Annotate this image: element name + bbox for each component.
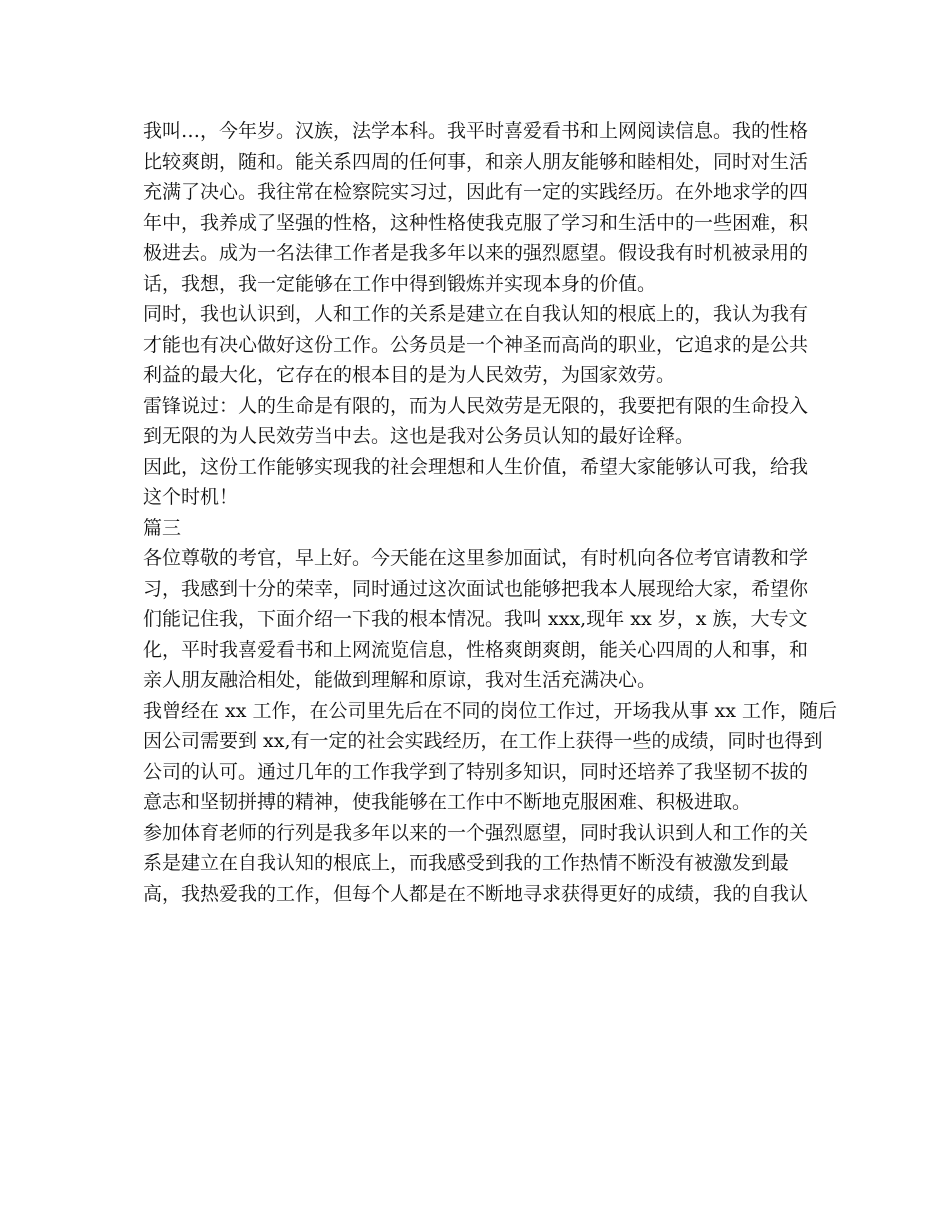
text-line: 亲人朋友融洽相处，能做到理解和原谅，我对生活充满决心。 (143, 669, 657, 691)
text-line: 参加体育老师的行列是我多年以来的一个强烈愿望，同时我认识到人和工作的关 (143, 821, 809, 844)
text-line: 意志和坚韧拼搏的精神，使我能够在工作中不断地克服困难、积极进取。 (143, 791, 752, 813)
text-line: 极进去。成为一名法律工作者是我多年以来的强烈愿望。假设我有时机被录用的 (143, 242, 809, 264)
body-text (143, 116, 838, 909)
text-line: 我曾经在 xx 工作，在公司里先后在不同的岗位工作过，开场我从事 xx 工作，随后 (143, 699, 838, 722)
text-line: 高，我热爱我的工作，但每个人都是在不断地寻求获得更好的成绩，我的自我认 (143, 882, 809, 905)
text-line: 话，我想，我一定能够在工作中得到锻炼并实现本身的价值。 (143, 272, 657, 295)
text-line: 系是建立在自我认知的根底上，而我感受到我的工作热情不断没有被激发到最 (143, 852, 790, 874)
text-line: 充满了决心。我往常在检察院实习过，因此有一定的实践经历。在外地求学的四 (143, 181, 809, 203)
text-line: 利益的最大化，它存在的根本目的是为人民效劳，为国家效劳。 (143, 364, 676, 386)
text-line: 公司的认可。通过几年的工作我学到了特别多知识，同时还培养了我坚韧不拔的 (143, 760, 809, 783)
text-line: 我叫…，今年岁。汉族，法学本科。我平时喜爱看书和上网阅读信息。我的性格 (143, 120, 809, 142)
text-line: 习，我感到十分的荣幸，同时通过这次面试也能够把我本人展现给大家，希望你 (143, 577, 809, 600)
text-line: 这个时机！ (143, 486, 239, 508)
text-line: 们能记住我，下面介绍一下我的根本情况。我叫 xxx,现年 xx 岁，x 族，大专文 (143, 608, 808, 630)
text-line: 才能也有决心做好这份工作。公务员是一个神圣而高尚的职业，它追求的是公共 (143, 333, 809, 356)
text-line: 各位尊敬的考官，早上好。今天能在这里参加面试，有时机向各位考官请教和学 (143, 547, 809, 569)
text-line: 到无限的为人民效劳当中去。这也是我对公务员认知的最好诠释。 (143, 425, 695, 447)
text-line: 年中，我养成了坚强的性格，这种性格使我克服了学习和生活中的一些困难，积 (143, 211, 809, 234)
text-line: 化，平时我喜爱看书和上网流览信息，性格爽朗爽朗，能关心四周的人和事，和 (143, 638, 809, 661)
text-line: 同时，我也认识到，人和工作的关系是建立在自我认知的根底上的，我认为我有 (143, 303, 809, 325)
text-line: 雷锋说过：人的生命是有限的，而为人民效劳是无限的，我要把有限的生命投入 (143, 394, 809, 417)
section-heading: 篇三 (143, 516, 182, 539)
text-line: 比较爽朗，随和。能关系四周的任何事，和亲人朋友能够和睦相处，同时对生活 (143, 150, 809, 173)
text-line: 因此，这份工作能够实现我的社会理想和人生价值，希望大家能够认可我，给我 (143, 455, 809, 478)
text-line: 因公司需要到 xx,有一定的社会实践经历，在工作上获得一些的成绩，同时也得到 (143, 730, 823, 752)
